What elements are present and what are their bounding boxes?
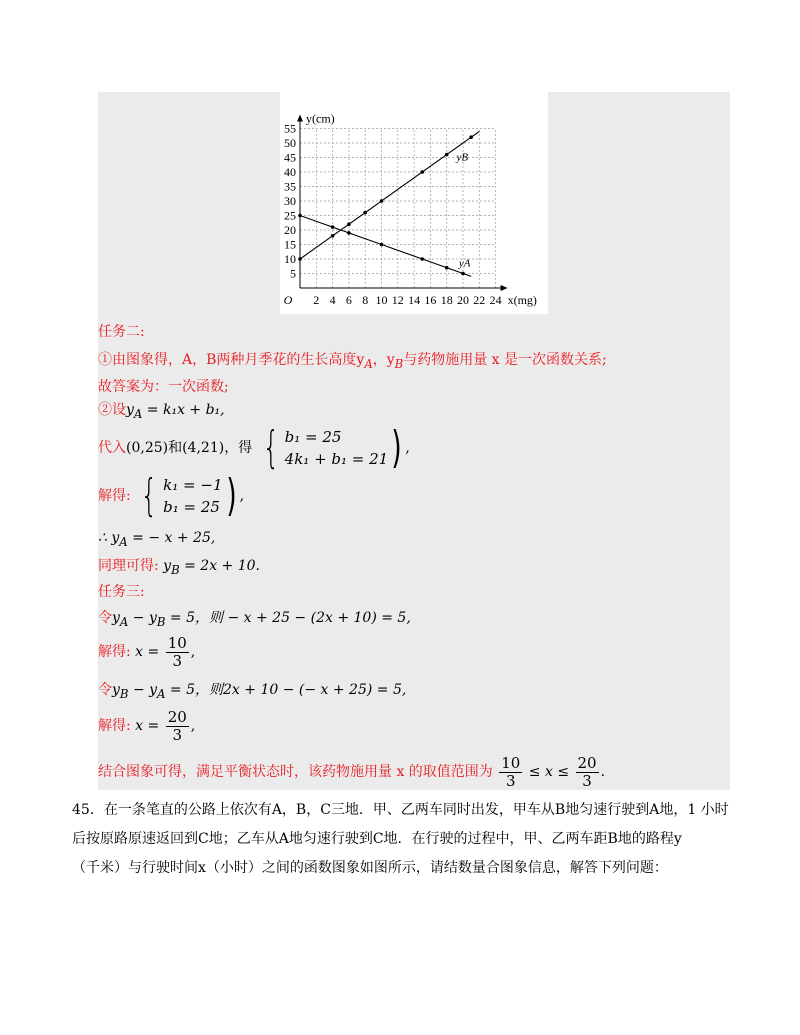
x-tick-label: 22 [473, 293, 486, 307]
substitute-points: (0,25)和(4,21)，得 [126, 440, 253, 456]
solve-line-2: 解得: x = $\frac{10}{3}$ , [98, 633, 196, 670]
x-tick-label: 14 [408, 293, 421, 307]
series-line-yB [300, 131, 479, 259]
data-point-yB [420, 170, 424, 174]
solve-label: 解得: [98, 488, 131, 504]
set-line: ②设$y_A = k_1x + b_1$, [98, 402, 225, 421]
data-point-yB [469, 135, 473, 139]
conclusion-text: 结合图象可得，满足平衡状态时，该药物施用量 x 的取值范围为 [98, 764, 493, 780]
solution-system: { k₁ = −1 b₁ = 25 ) [140, 470, 237, 521]
origin-label: O [283, 293, 293, 307]
data-point-yA [298, 214, 302, 218]
solve-line-1: 解得: { k₁ = −1 b₁ = 25 ) , [98, 470, 245, 521]
task2-heading: 任务二: [98, 324, 145, 340]
question-45-line-2: 后按原路原速返回到C地；乙车从A地匀速行驶到C地．在行驶的过程中，甲、乙两车距B地的路程y [72, 831, 682, 847]
therefore-expression: = − x + 25, [132, 530, 216, 546]
y-tick-label: 25 [284, 208, 296, 223]
y-tick-label: 30 [284, 194, 296, 208]
let-line-2: 令$y_B - y_A = 5$，则2x + 10 − (− x + 25) = 5, [98, 682, 407, 701]
x-tick-label: 2 [313, 293, 320, 307]
data-point-yA [461, 272, 465, 276]
data-point-yB [298, 257, 302, 261]
solve2-label: 解得: [98, 718, 131, 734]
y-axis-label: y(cm) [306, 111, 335, 126]
graph-panel [280, 92, 548, 314]
x-tick-label: 4 [329, 293, 336, 307]
x-tick-label: 6 [345, 293, 352, 307]
x-equals-2: x = [135, 718, 160, 734]
q1-end: 与药物施用量 x 是一次函数关系; [403, 352, 607, 368]
let2-prefix: 令 [98, 682, 112, 698]
therefore-symbol: ∴ y [98, 530, 120, 546]
conclusion-line: 结合图象可得，满足平衡状态时，该药物施用量 x 的取值范围为 $\frac{10}{3}$ ≤ x ≤ $\frac{20}{3}$ . [98, 753, 606, 790]
data-point-yA [331, 225, 335, 229]
y-tick-label: 5 [290, 266, 296, 281]
solve-line-3: 解得: x = $\frac{20}{3}$ , [98, 707, 196, 744]
solution-b1: b₁ = 25 [163, 498, 220, 516]
fraction-10-3: $\frac{10}{3}$ [167, 633, 187, 670]
y-tick-label: 50 [284, 136, 296, 150]
data-point-yA [445, 266, 449, 270]
x-tick-label: 8 [362, 293, 369, 307]
y-tick-label: 45 [284, 150, 296, 165]
y-tick-label: 15 [284, 237, 296, 252]
data-point-yB [363, 211, 367, 215]
x-tick-label: 20 [457, 293, 469, 307]
range-middle: ≤ x ≤ [528, 764, 570, 780]
x-axis-label: x(mg) [507, 293, 537, 307]
data-point-yA [420, 257, 424, 261]
y-tick-label: 55 [284, 121, 296, 136]
let2-expression: = 5，则2x + 10 − (− x + 25) = 5, [169, 682, 407, 698]
x-tick-label: 24 [489, 293, 502, 307]
same-label: 同理可得: [98, 558, 159, 574]
let1-expression: = 5，则 − x + 25 − (2x + 10) = 5, [169, 610, 411, 626]
equation-1: b₁ = 25 [284, 428, 342, 446]
substitute-line: 代入(0,25)和(4,21)，得 { b₁ = 25 4k₁ + b₁ = 21 ) , [98, 422, 410, 473]
data-point-yB [445, 153, 449, 157]
fraction-20-3: $\frac{20}{3}$ [167, 707, 187, 744]
solve1-label: 解得: [98, 644, 131, 660]
data-point-yA [347, 231, 351, 235]
data-point-yB [331, 234, 335, 238]
q1-text: ①由图象得，A，B两种月季花的生长高度y [98, 352, 365, 368]
x-tick-label: 10 [375, 293, 388, 307]
solution-k1: k₁ = −1 [163, 476, 223, 494]
x-equals-1: x = [135, 644, 160, 660]
equation-system-1: { b₁ = 25 4k₁ + b₁ = 21 ) [262, 422, 402, 473]
question-45-line-3: （千米）与行驶时间x（小时）之间的函数图象如图所示，请结数量合图象信息，解答下列问题： [72, 860, 668, 876]
x-tick-label: 18 [440, 293, 453, 307]
let1-prefix: 令 [98, 610, 112, 626]
same-expression: = 2x + 10. [184, 558, 261, 574]
x-tick-label: 12 [391, 293, 404, 307]
data-point-yB [347, 222, 351, 226]
let-line-1: 令$y_A - y_B = 5$，则 − x + 25 − (2x + 10) = 5, [98, 610, 411, 629]
set-expression: = k₁x + b₁, [146, 402, 225, 418]
y-tick-label: 40 [284, 165, 296, 179]
function-graph [280, 92, 548, 314]
question-45-line-1: 45．在一条笔直的公路上依次有A，B，C三地．甲、乙两车同时出发，甲车从B地匀速行驶到A地，1 小时 [72, 802, 729, 818]
same-line: 同理可得: $y_B = 2x + 10$. [98, 558, 261, 577]
task3-heading: 任务三: [98, 584, 145, 600]
series-label-yB: yB [456, 151, 469, 164]
data-point-yB [380, 199, 384, 203]
y-tick-label: 35 [284, 179, 296, 194]
range-upper-fraction: $\frac{20}{3}$ [577, 753, 597, 790]
y-axis-arrow [297, 115, 303, 122]
q1-statement: ①由图象得，A，B两种月季花的生长高度$y_A$，$y_B$与药物施用量 x 是一次函数关系; [98, 352, 607, 371]
answer-line: 故答案为：一次函数; [98, 379, 229, 395]
data-point-yA [380, 243, 384, 247]
substitute-prefix: 代入 [98, 440, 126, 456]
range-lower-fraction: $\frac{10}{3}$ [501, 753, 521, 790]
y-tick-label: 20 [284, 223, 296, 237]
equation-2: 4k₁ + b₁ = 21 [284, 450, 389, 468]
q1-mid: ，y [372, 352, 395, 368]
therefore-line: ∴ $y_A$ = − x + 25, [98, 530, 216, 549]
series-label-yA: yA [458, 257, 471, 270]
x-tick-label: 16 [424, 293, 437, 307]
y-tick-label: 10 [284, 252, 296, 266]
x-axis-arrow [501, 285, 508, 291]
set-prefix: ②设 [98, 402, 126, 418]
